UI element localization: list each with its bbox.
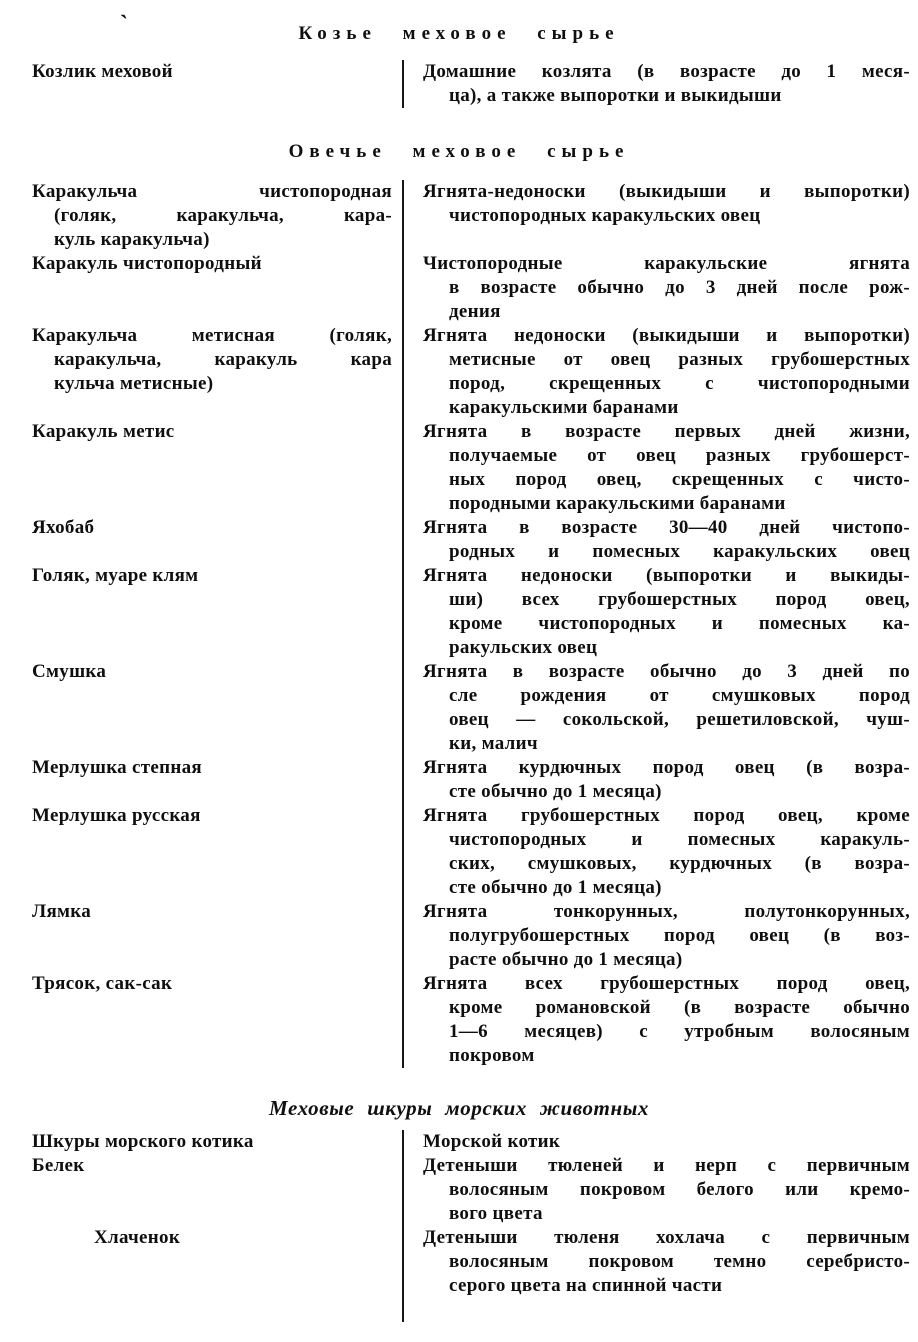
definition-cell (402, 1226, 918, 1298)
table-row (0, 972, 918, 1068)
term-line: Голяк, муаре клям (32, 565, 199, 586)
term-cell (0, 60, 402, 84)
section-title: Овечье меховое сырье (288, 141, 630, 162)
definition-line: ки, малич (449, 733, 538, 754)
definition-line: дения (449, 301, 501, 322)
term-cell (0, 804, 402, 828)
column-divider (402, 180, 404, 1068)
definition-line: в возрасте обычно до 3 дней после рож- (449, 277, 910, 298)
section-rows (0, 1130, 918, 1322)
definition-line: Ягнята грубошерстных пород овец, кроме (423, 805, 910, 826)
term-cell (0, 1130, 402, 1154)
definition-line: метисные от овец разных грубошерстных (449, 349, 910, 370)
definition-line: покровом (449, 1045, 535, 1066)
table-row (0, 60, 918, 108)
term-line: Смушка (32, 661, 107, 682)
section-sheep-fur (0, 138, 918, 1068)
definition-line: Ягнята в возрасте обычно до 3 дней по (423, 661, 910, 682)
definition-line: волосяным покровом темно серебристо- (449, 1251, 910, 1272)
definition-line: Чистопородные каракульские ягнята (423, 253, 910, 274)
term-line: Белек (32, 1155, 85, 1176)
definition-line: сле рождения от смушковых пород (449, 685, 910, 706)
definition-cell (402, 564, 918, 660)
term-line: каракульча, каракуль кара (54, 349, 392, 370)
section-title: Меховые шкуры морских животных (268, 1096, 650, 1120)
definition-line: вого цвета (449, 1203, 543, 1224)
definition-line: Детеныши тюленей и нерп с первичным (423, 1155, 910, 1176)
term-line: Каракульча чистопородная (32, 181, 392, 202)
definition-line: полугрубошерстных пород овец (в воз- (449, 925, 910, 946)
definition-line: расте обычно до 1 месяца) (449, 949, 683, 970)
term-line: Яхобаб (32, 517, 95, 538)
column-divider (402, 60, 404, 108)
definition-line: Ягнята тонкорунных, полутонкорунных, (423, 901, 910, 922)
term-cell (0, 324, 402, 396)
term-line: Каракульча метисная (голяк, (32, 325, 392, 346)
term-line: Каракуль чистопородный (32, 253, 262, 274)
definition-line: 1—6 месяцев) с утробным волосяным (449, 1021, 910, 1042)
term-cell (0, 756, 402, 780)
term-line: кульча метисные) (54, 373, 214, 394)
term-cell (0, 900, 402, 924)
section-title: Козье меховое сырье (298, 23, 620, 44)
definition-line: пород, скрещенных с чистопородными (449, 373, 910, 394)
definition-line: получаемые от овец разных грубошерст- (449, 445, 910, 466)
definition-line: Ягнята недоноски (выпоротки и выкиды- (423, 565, 910, 586)
definition-line: кроме чистопородных и помесных ка- (449, 613, 910, 634)
definition-line: сте обычно до 1 месяца) (449, 781, 662, 802)
term-line: Лямка (32, 901, 92, 922)
scan-artifact-mark: ` (120, 12, 129, 38)
definition-cell (402, 660, 918, 756)
definition-line: овец — сокольской, решетиловской, чуш- (449, 709, 910, 730)
definition-line: ных пород овец, скрещенных с чисто- (449, 469, 910, 490)
term-cell (0, 252, 402, 276)
definition-line: ца), а также выпоротки и выкидыши (449, 85, 782, 106)
term-cell (0, 660, 402, 684)
table-row (0, 420, 918, 516)
definition-line: Ягнята недоноски (выкидыши и выпоротки) (423, 325, 910, 346)
section-rows (0, 180, 918, 1068)
definition-line: волосяным покровом белого или кремо- (449, 1179, 910, 1200)
column-divider (402, 1130, 404, 1322)
definition-line: родных и помесных каракульских овец (449, 541, 910, 562)
section-marine-fur (0, 1094, 918, 1322)
definition-line: Ягнята-недоноски (выкидыши и выпоротки) (423, 181, 910, 202)
table-row (0, 756, 918, 804)
definition-cell (402, 804, 918, 900)
table-row (0, 180, 918, 252)
table-row (0, 324, 918, 420)
definition-line: ских, смушковых, курдючных (в возра- (449, 853, 910, 874)
table-row (0, 804, 918, 900)
definition-cell (402, 516, 918, 564)
term-cell (0, 420, 402, 444)
table-row (0, 900, 918, 972)
definition-line: каракульскими баранами (449, 397, 679, 418)
term-cell (0, 1154, 402, 1178)
definition-line: Морской котик (423, 1131, 561, 1152)
term-cell (0, 1226, 402, 1250)
table-row (0, 660, 918, 756)
definition-cell (402, 60, 918, 108)
definition-line: сте обычно до 1 месяца) (449, 877, 662, 898)
table-row (0, 252, 918, 324)
definition-line: ракульских овец (449, 637, 598, 658)
definition-cell (402, 900, 918, 972)
term-line: Мерлушка русская (32, 805, 201, 826)
definition-line: серого цвета на спинной части (449, 1275, 723, 1296)
definition-line: Ягнята всех грубошерстных пород овец, (423, 973, 910, 994)
definition-cell (402, 180, 918, 228)
table-row (0, 1226, 918, 1298)
definition-line: Детеныши тюленя хохлача с первичным (423, 1227, 910, 1248)
definition-cell (402, 972, 918, 1068)
term-line: Шкуры морского котика (32, 1131, 254, 1152)
definition-line: Ягнята в возрасте 30—40 дней чистопо- (423, 517, 910, 538)
term-line: Трясок, сак-сак (32, 973, 173, 994)
term-cell (0, 516, 402, 540)
term-cell (0, 180, 402, 252)
definition-cell (402, 252, 918, 324)
term-cell (0, 972, 402, 996)
term-line: куль каракульча) (54, 229, 210, 250)
definition-cell (402, 420, 918, 516)
definition-line: Домашние козлята (в возрасте до 1 меся- (423, 61, 910, 82)
table-row (0, 516, 918, 564)
definition-line: кроме романовской (в возрасте обычно (449, 997, 910, 1018)
term-line: (голяк, каракульча, кара- (54, 205, 392, 226)
definition-line: Ягнята курдючных пород овец (в возра- (423, 757, 910, 778)
definition-cell (402, 756, 918, 804)
definition-line: Ягнята в возрасте первых дней жизни, (423, 421, 910, 442)
definition-line: чистопородных каракульских овец (449, 205, 761, 226)
term-cell (0, 564, 402, 588)
definition-line: ши) всех грубошерстных пород овец, (449, 589, 910, 610)
term-line: Мерлушка степная (32, 757, 202, 778)
definition-line: чистопородных и помесных каракуль- (449, 829, 910, 850)
term-line: Козлик меховой (32, 61, 173, 82)
term-line: Каракуль метис (32, 421, 175, 442)
table-row (0, 564, 918, 660)
definition-cell (402, 324, 918, 420)
definition-cell (402, 1130, 918, 1154)
term-line: Хлаченок (94, 1227, 181, 1248)
table-row (0, 1130, 918, 1154)
table-row (0, 1154, 918, 1226)
section-goat-fur (0, 20, 918, 108)
section-rows (0, 60, 918, 108)
definition-cell (402, 1154, 918, 1226)
definition-line: породными каракульскими баранами (449, 493, 786, 514)
